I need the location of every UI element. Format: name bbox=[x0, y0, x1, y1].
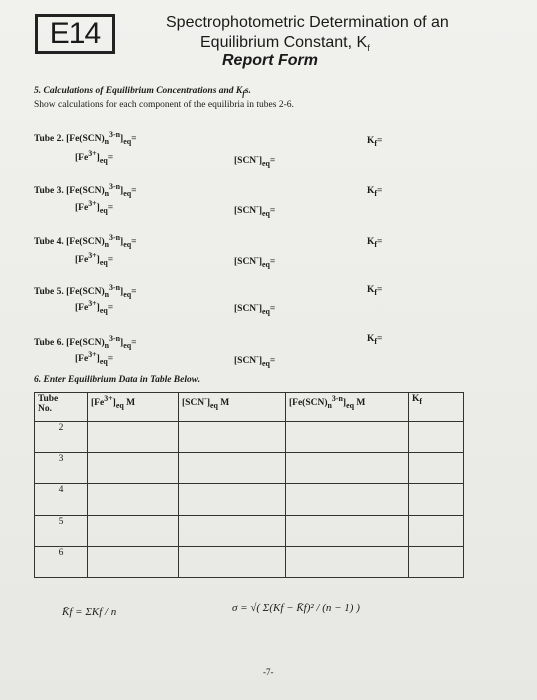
equilibrium-data-table bbox=[34, 392, 464, 578]
cell-kf[interactable] bbox=[409, 484, 464, 515]
cell-scn[interactable] bbox=[179, 453, 286, 484]
table-row bbox=[35, 422, 464, 453]
cell-complex[interactable] bbox=[286, 453, 409, 484]
cell-fe[interactable] bbox=[88, 453, 179, 484]
table-row bbox=[35, 515, 464, 546]
tube-3-complex-label: Tube 3. $[Fe(SCN)_n^{3-n}]_{eq}=$ bbox=[34, 182, 137, 199]
cell-complex[interactable] bbox=[286, 422, 409, 453]
page-number: -7- bbox=[263, 667, 274, 677]
title-line-1: Spectrophotometric Determination of an bbox=[166, 14, 449, 31]
tube-number: 5 bbox=[35, 515, 88, 546]
tube-5-kf-label: $K_f=$ bbox=[367, 285, 383, 297]
section-5-instruction: Show calculations for each component of the equilibria in tubes 2-6. bbox=[34, 100, 294, 110]
tube-3-scn-label: $[SCN^-]_{eq}=$ bbox=[234, 202, 276, 219]
tube-4-scn-label: $[SCN^-]_{eq}=$ bbox=[234, 253, 276, 270]
col-fe: $[Fe^{3+}]_{eq}$ M bbox=[88, 393, 179, 422]
col-tube-no: Tube No. bbox=[35, 393, 88, 422]
tube-6-complex-label: Tube 6. $[Fe(SCN)_n^{3-n}]_{eq}=$ bbox=[34, 334, 137, 351]
tube-3-fe-label: $[Fe^{3+}]_{eq}=$ bbox=[75, 199, 114, 216]
title-line-2: Equilibrium Constant, $K_f$ bbox=[200, 34, 370, 54]
col-scn: $[SCN^-]_{eq}$ M bbox=[179, 393, 286, 422]
cell-kf[interactable] bbox=[409, 546, 464, 577]
tube-6-kf-label: $K_f=$ bbox=[367, 334, 383, 346]
tube-2-fe-label: $[Fe^{3+}]_{eq}=$ bbox=[75, 149, 114, 166]
tube-4-complex-label: Tube 4. $[Fe(SCN)_n^{3-n}]_{eq}=$ bbox=[34, 233, 137, 250]
cell-scn[interactable] bbox=[179, 515, 286, 546]
section-5-heading: 5. Calculations of Equilibrium Concentrations and $K_fs$. bbox=[34, 86, 251, 98]
mean-formula: K̄f = ΣKf / n bbox=[62, 606, 117, 618]
col-kf: $K_f$ bbox=[409, 393, 464, 422]
tube-5-complex-label: Tube 5. $[Fe(SCN)_n^{3-n}]_{eq}=$ bbox=[34, 283, 137, 300]
cell-complex[interactable] bbox=[286, 546, 409, 577]
cell-scn[interactable] bbox=[179, 484, 286, 515]
cell-fe[interactable] bbox=[88, 422, 179, 453]
stdev-formula: σ = √( Σ(Kf − K̄f)² / (n − 1) ) bbox=[232, 602, 360, 614]
tube-6-fe-label: $[Fe^{3+}]_{eq}=$ bbox=[75, 350, 114, 367]
table-header-row bbox=[35, 393, 464, 422]
cell-scn[interactable] bbox=[179, 422, 286, 453]
tube-number: 2 bbox=[35, 422, 88, 453]
section-6-heading: 6. Enter Equilibrium Data in Table Below. bbox=[34, 375, 201, 385]
cell-fe[interactable] bbox=[88, 484, 179, 515]
cell-complex[interactable] bbox=[286, 484, 409, 515]
table-row bbox=[35, 546, 464, 577]
tube-2-scn-label: $[SCN^-]_{eq}=$ bbox=[234, 152, 276, 169]
table-row bbox=[35, 453, 464, 484]
tube-number: 3 bbox=[35, 453, 88, 484]
tube-6-scn-label: $[SCN^-]_{eq}=$ bbox=[234, 352, 276, 369]
tube-2-kf-label: $K_f=$ bbox=[367, 136, 383, 148]
tube-5-scn-label: $[SCN^-]_{eq}=$ bbox=[234, 300, 276, 317]
experiment-badge: E14 bbox=[35, 14, 115, 54]
cell-kf[interactable] bbox=[409, 515, 464, 546]
tube-3-kf-label: $K_f=$ bbox=[367, 186, 383, 198]
tube-4-kf-label: $K_f=$ bbox=[367, 237, 383, 249]
tube-4-fe-label: $[Fe^{3+}]_{eq}=$ bbox=[75, 251, 114, 268]
table-row bbox=[35, 484, 464, 515]
tube-number: 4 bbox=[35, 484, 88, 515]
col-complex: $[Fe(SCN)_n^{3-n}]_{eq}$ M bbox=[286, 393, 409, 422]
cell-scn[interactable] bbox=[179, 546, 286, 577]
cell-fe[interactable] bbox=[88, 515, 179, 546]
cell-complex[interactable] bbox=[286, 515, 409, 546]
tube-2-complex-label: Tube 2. $[Fe(SCN)_n^{3-n}]_{eq}=$ bbox=[34, 130, 137, 147]
cell-kf[interactable] bbox=[409, 422, 464, 453]
title-report-form: Report Form bbox=[222, 52, 318, 69]
tube-number: 6 bbox=[35, 546, 88, 577]
tube-5-fe-label: $[Fe^{3+}]_{eq}=$ bbox=[75, 299, 114, 316]
cell-kf[interactable] bbox=[409, 453, 464, 484]
cell-fe[interactable] bbox=[88, 546, 179, 577]
